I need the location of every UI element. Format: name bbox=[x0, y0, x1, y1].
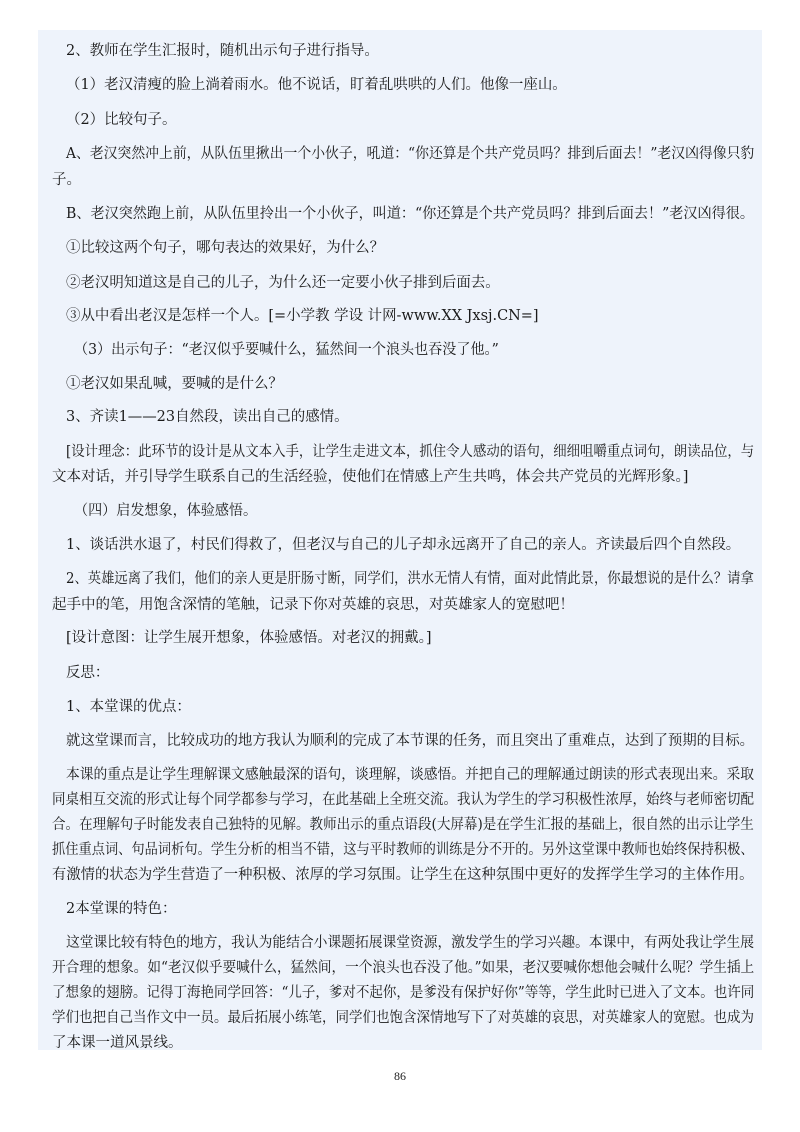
text-line: 同桌相互交流的形式让每个同学都参与学习，在此基础上全班交流。我认为学生的学习积极性浓厚，始终与老师密切配 bbox=[52, 792, 754, 808]
text-line: [设计理念：此环节的设计是从文本入手，让学生走进文本，抓住令人感动的语句，细细咀嚼重点词句，朗读品位，与 bbox=[66, 444, 755, 460]
text-line: 有激情的状态为学生营造了一种积极、浓厚的学习氛围。让学生在这种氛围中更好的发挥学生学习的主体作用。 bbox=[52, 867, 754, 883]
text-line: 2本堂课的特色： bbox=[66, 901, 177, 917]
text-line: （2）比较句子。 bbox=[66, 112, 177, 128]
text-line: ①老汉如果乱喊，要喊的是什么？ bbox=[66, 376, 283, 392]
text-line: A、老汉突然冲上前，从队伍里揪出一个小伙子，吼道：“你还算是个共产党员吗？排到后面去！”老汉凶得像只豹 bbox=[66, 146, 755, 162]
text-line: 本课的重点是让学生理解课文感触最深的语句，谈理解，谈感悟。并把自己的理解通过朗读的形式表现出来。采取 bbox=[66, 767, 755, 783]
text-line: ①比较这两个句子，哪句表达的效果好，为什么？ bbox=[66, 240, 385, 256]
text-line: 合。在理解句子时能发表自己独特的见解。教师出示的重点语段(大屏幕)是在学生汇报的基础上，很自然的出示让学生 bbox=[52, 817, 754, 833]
text-line: 反思： bbox=[66, 665, 110, 681]
text-line: （1）老汉清瘦的脸上淌着雨水。他不说话，盯着乱哄哄的人们。他像一座山。 bbox=[66, 77, 567, 93]
text-line: 学们也把自己当作文中一员。最后拓展小练笔，同学们也饱含深情地写下了对英雄的哀思，对英雄家人的宽慰。也成为 bbox=[52, 1010, 754, 1026]
text-line: ②老汉明知道这是自己的儿子，为什么还一定要小伙子排到后面去。 bbox=[66, 275, 500, 291]
text-line: 2、英雄远离了我们，他们的亲人更是肝肠寸断，同学们，洪水无情人有情，面对此情此景，你最想说的是什么？请拿 bbox=[66, 571, 754, 587]
text-line: 1、谈话洪水退了，村民们得救了，但老汉与自己的儿子却永远离开了自己的亲人。齐读最后四个自然段。 bbox=[66, 537, 741, 553]
text-line: 3、齐读1——23自然段，读出自己的感情。 bbox=[66, 409, 349, 425]
text-line: [设计意图：让学生展开想象，体验感悟。对老汉的拥戴。] bbox=[66, 630, 432, 646]
page-number: 86 bbox=[394, 1069, 406, 1083]
text-line: （四）启发想象，体验感悟。 bbox=[74, 503, 258, 519]
text-line: B、老汉突然跑上前，从队伍里拎出一个小伙子，叫道：“你还算是个共产党员吗？排到后面去！”老汉凶得很。 bbox=[66, 206, 754, 222]
text-line: 了本课一道风景线。 bbox=[52, 1035, 183, 1051]
text-line: 起手中的笔，用饱含深情的笔触，记录下你对英雄的哀思，对英雄家人的宽慰吧！ bbox=[52, 597, 574, 613]
text-line: 就这堂课而言，比较成功的地方我认为顺利的完成了本节课的任务，而且突出了重难点，达到了预期的目标。 bbox=[66, 733, 754, 749]
text-line: 文本对话，并引导学生联系自己的生活经验，使他们在情感上产生共鸣，体会共产党员的光辉形象。] bbox=[52, 469, 689, 485]
text-line: 1、本堂课的优点： bbox=[66, 699, 191, 715]
text-line: 这堂课比较有特色的地方，我认为能结合小课题拓展课堂资源，激发学生的学习兴趣。本课中，有两处我让学生展 bbox=[66, 935, 755, 951]
text-line: ③从中看出老汉是怎样一个人。[=小学教 学设 计网-www.XX Jxsj.CN=] bbox=[66, 308, 539, 324]
text-line: 开合理的想象。如“老汉似乎要喊什么，猛然间，一个浪头也吞没了他。”如果，老汉要喊你想他会喊什么呢？学生插上 bbox=[52, 960, 755, 976]
text-line: 子。 bbox=[52, 172, 81, 188]
text-line: 抓住重点词、句品词析句。学生分析的相当不错，这与平时教师的训练是分不开的。另外这堂课中教师也始终保持积极、 bbox=[52, 842, 754, 858]
text-line: （3）出示句子：“老汉似乎要喊什么，猛然间一个浪头也吞没了他。” bbox=[74, 342, 499, 358]
text-line: 2、教师在学生汇报时，随机出示句子进行指导。 bbox=[66, 43, 379, 59]
text-line: 了想象的翅膀。记得丁海艳同学回答：“儿子，爹对不起你，是爹没有保护好你”等等，学生此时已进入了文本。也许同 bbox=[52, 985, 755, 1001]
